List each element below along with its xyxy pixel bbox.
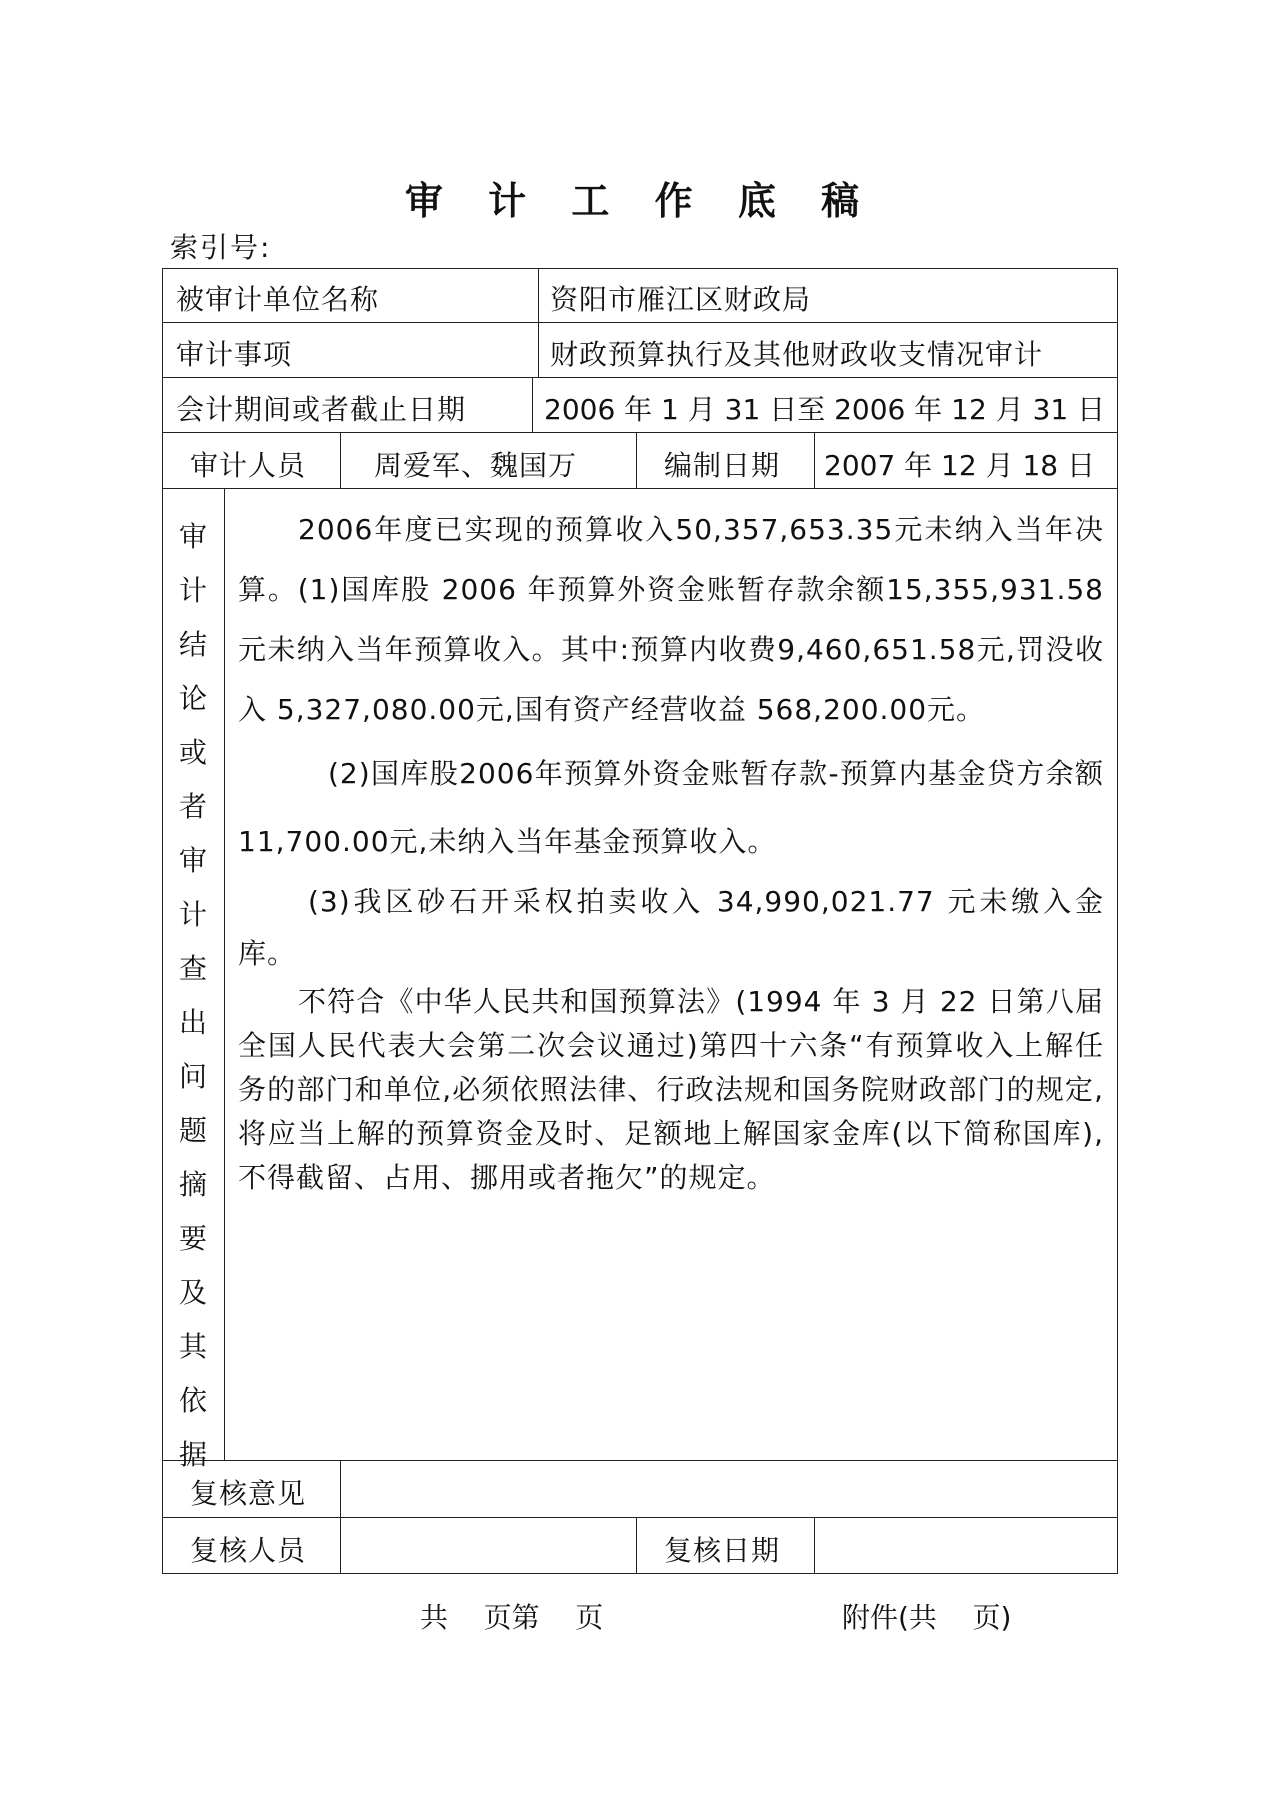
footer-page-count: 共 页第 页 bbox=[420, 1601, 604, 1634]
page-title: 审 计 工 作 底 稿 bbox=[404, 179, 876, 223]
label-char: 依 bbox=[178, 1384, 207, 1417]
column-divider bbox=[340, 432, 341, 488]
row-divider bbox=[162, 1517, 1118, 1518]
auditor-value: 周爱军、魏国万 bbox=[374, 449, 578, 482]
audit-matter-label: 审计事项 bbox=[176, 338, 293, 371]
label-char: 者 bbox=[178, 790, 207, 823]
prepared-date-value: 2007 年 12 月 18 日 bbox=[824, 449, 1096, 482]
label-char: 计 bbox=[178, 574, 207, 607]
label-char: 及 bbox=[178, 1276, 207, 1309]
period-label: 会计期间或者截止日期 bbox=[176, 393, 467, 426]
row-divider bbox=[162, 1460, 1118, 1461]
column-divider bbox=[532, 377, 533, 432]
column-divider bbox=[814, 432, 815, 488]
label-char: 出 bbox=[178, 1006, 207, 1039]
label-char: 摘 bbox=[178, 1168, 207, 1201]
auditor-label: 审计人员 bbox=[190, 449, 307, 482]
conclusion-label bbox=[164, 510, 222, 1482]
index-number-label: 索引号: bbox=[170, 231, 272, 264]
conclusion-body bbox=[238, 500, 1104, 1200]
reviewer-label: 复核人员 bbox=[190, 1534, 307, 1567]
label-char: 据 bbox=[178, 1438, 207, 1471]
conclusion-paragraph: 不符合《中华人民共和国预算法》(1994 年 3 月 22 日第八届全国人民代表大会第二次会议通过)第四十六条“有预算收入上解任务的部门和单位,必须依照法律、行政法规和国务院财政部门的规定,将应当上解的预算资金及时、足额地上解国家金库(以下简称国库),不得截留、占用、挪用或者拖欠”的规定。 bbox=[238, 985, 1104, 1194]
label-char: 论 bbox=[178, 682, 207, 715]
label-char: 结 bbox=[178, 628, 207, 661]
label-char: 计 bbox=[178, 898, 207, 931]
column-divider bbox=[636, 432, 637, 488]
label-char: 其 bbox=[178, 1330, 207, 1363]
period-value: 2006 年 1 月 31 日至 2006 年 12 月 31 日 bbox=[544, 393, 1106, 426]
column-divider bbox=[340, 1460, 341, 1574]
label-char: 题 bbox=[178, 1114, 207, 1147]
review-opinion-label: 复核意见 bbox=[190, 1477, 307, 1510]
column-divider bbox=[636, 1517, 637, 1574]
column-divider bbox=[224, 488, 225, 1460]
column-divider bbox=[814, 1517, 815, 1574]
label-char: 审 bbox=[178, 844, 207, 877]
label-char: 查 bbox=[178, 952, 207, 985]
footer-attachments: 附件(共 页) bbox=[842, 1601, 1012, 1634]
review-date-label: 复核日期 bbox=[664, 1534, 781, 1567]
conclusion-paragraph: (3)我区砂石开采权拍卖收入 34,990,021.77 元未缴入金库。 bbox=[238, 885, 1104, 970]
audit-matter-value: 财政预算执行及其他财政收支情况审计 bbox=[550, 338, 1044, 371]
row-divider bbox=[162, 377, 1118, 378]
prepared-date-label: 编制日期 bbox=[664, 449, 781, 482]
audited-unit-label: 被审计单位名称 bbox=[176, 283, 380, 316]
column-divider bbox=[538, 268, 539, 377]
label-char: 要 bbox=[178, 1222, 207, 1255]
audited-unit-value: 资阳市雁江区财政局 bbox=[550, 283, 812, 316]
row-divider bbox=[162, 488, 1118, 489]
conclusion-paragraph: (2)国库股2006年预算外资金账暂存款-预算内基金贷方余额 11,700.00元,未纳入当年基金预算收入。 bbox=[238, 757, 1104, 858]
conclusion-paragraph: 2006年度已实现的预算收入50,357,653.35元未纳入当年决算。(1)国库股 2006 年预算外资金账暂存款余额15,355,931.58 元未纳入当年预算收入。其中:预算内收费9,460,651.58元,罚没收入 5,327,080.00元,国有资产经营收益 568,200.00元。 bbox=[238, 513, 1104, 726]
label-char: 问 bbox=[178, 1060, 207, 1093]
row-divider bbox=[162, 322, 1118, 323]
label-char: 审 bbox=[178, 520, 207, 553]
label-char: 或 bbox=[178, 736, 207, 769]
row-divider bbox=[162, 432, 1118, 433]
